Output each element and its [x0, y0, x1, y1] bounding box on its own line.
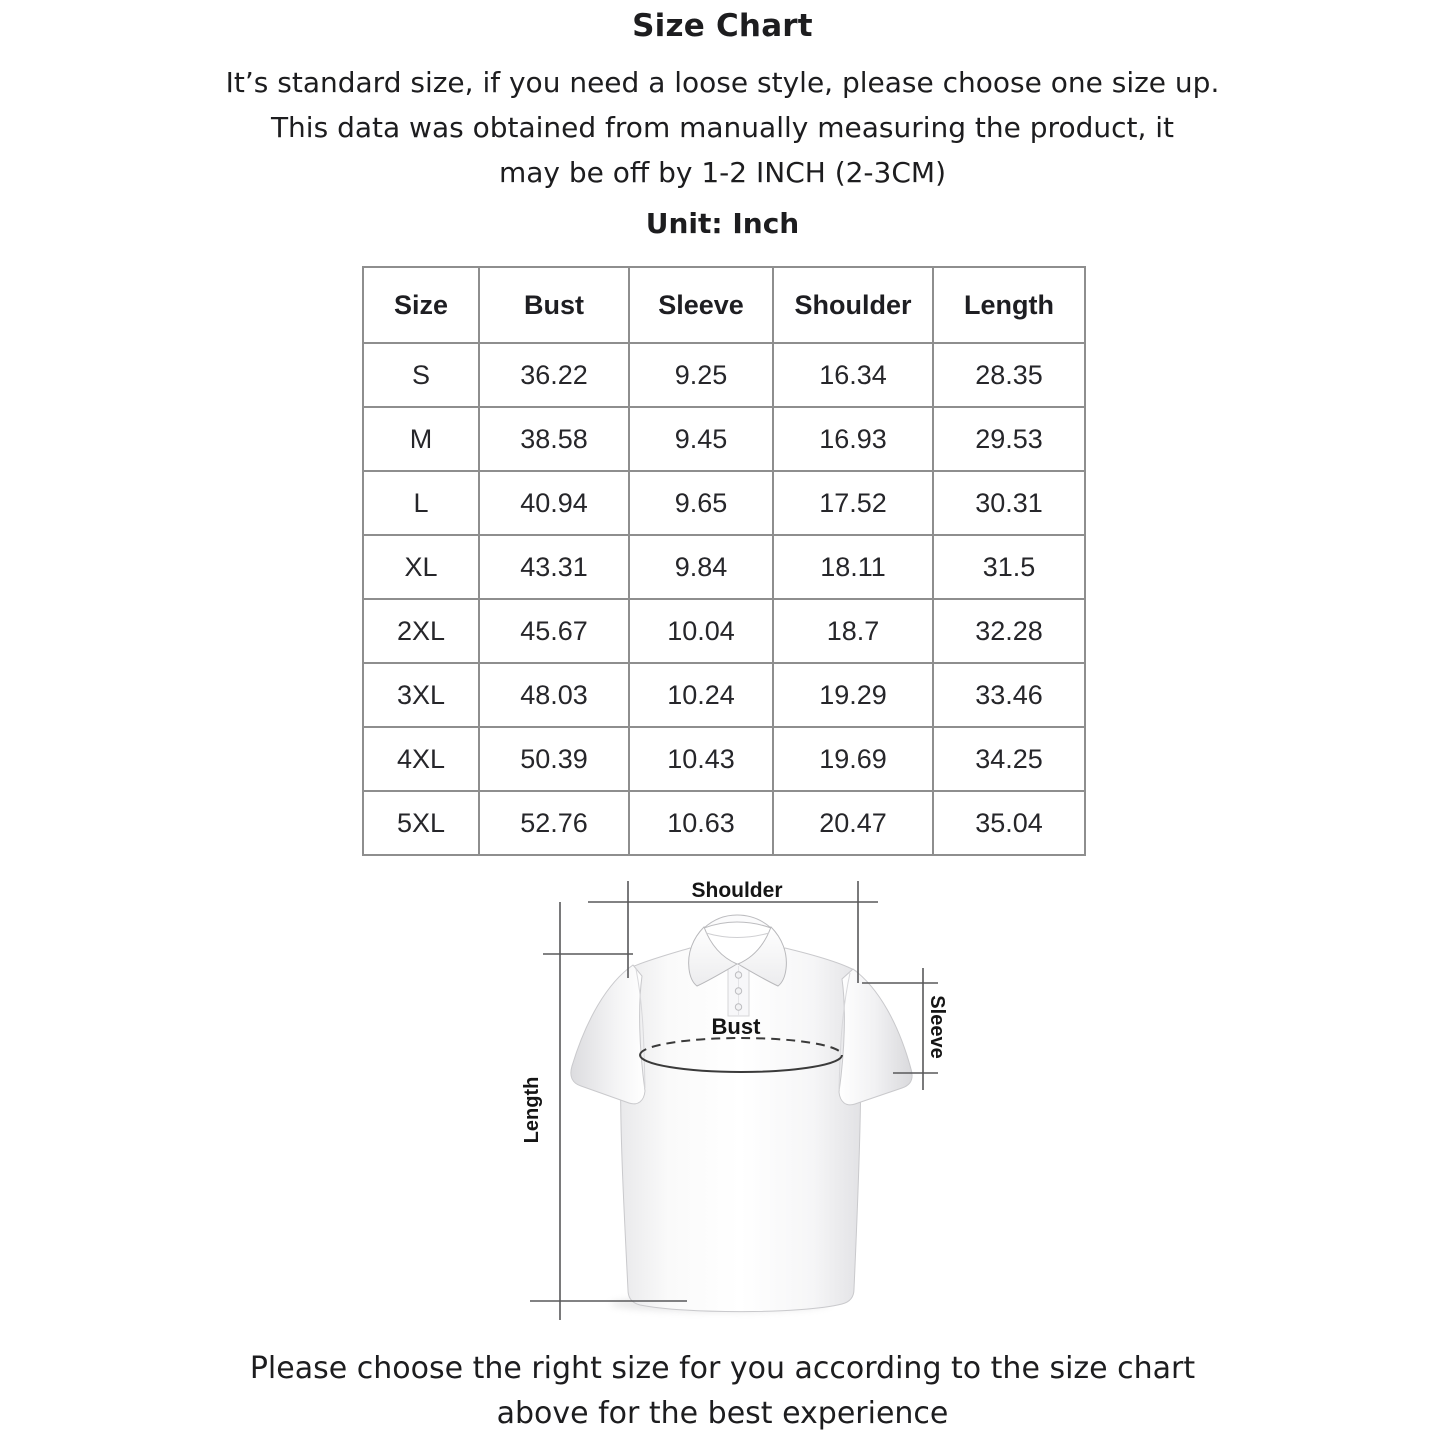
footer-note	[0, 1346, 1445, 1436]
table-row	[363, 599, 1085, 663]
table-cell: 17.52	[773, 471, 933, 535]
length-label: Length	[521, 1076, 543, 1144]
table-cell: 9.65	[629, 471, 773, 535]
table-column-header: Length	[933, 267, 1085, 343]
table-cell: 5XL	[363, 791, 479, 855]
page-title: Size Chart	[632, 8, 813, 44]
table-cell: M	[363, 407, 479, 471]
table-cell: 52.76	[479, 791, 629, 855]
table-row	[363, 727, 1085, 791]
table-cell: 31.5	[933, 535, 1085, 599]
table-row	[363, 471, 1085, 535]
table-cell: 2XL	[363, 599, 479, 663]
table-cell: 45.67	[479, 599, 629, 663]
table-cell: 32.28	[933, 599, 1085, 663]
intro-line-2: This data was obtained from manually measuring the product, it	[270, 111, 1175, 144]
table-column-header: Shoulder	[773, 267, 933, 343]
table-cell: 9.84	[629, 535, 773, 599]
table-cell: 18.7	[773, 599, 933, 663]
table-cell: 10.63	[629, 791, 773, 855]
table-cell: 3XL	[363, 663, 479, 727]
table-cell: 9.45	[629, 407, 773, 471]
size-table	[362, 266, 1086, 856]
table-cell: 29.53	[933, 407, 1085, 471]
table-cell: 33.46	[933, 663, 1085, 727]
footer-line-2: above for the best experience	[496, 1396, 949, 1431]
table-cell: 48.03	[479, 663, 629, 727]
sleeve-label: Sleeve	[926, 995, 948, 1059]
table-cell: 36.22	[479, 343, 629, 407]
intro-line-1: It’s standard size, if you need a loose style, please choose one size up.	[225, 66, 1220, 99]
table-cell: 19.69	[773, 727, 933, 791]
table-cell: 30.31	[933, 471, 1085, 535]
table-cell: L	[363, 471, 479, 535]
table-cell: 10.04	[629, 599, 773, 663]
table-cell: 28.35	[933, 343, 1085, 407]
table-cell: S	[363, 343, 479, 407]
table-column-header: Sleeve	[629, 267, 773, 343]
table-cell: 43.31	[479, 535, 629, 599]
table-row	[363, 407, 1085, 471]
table-cell: 50.39	[479, 727, 629, 791]
footer-line-1: Please choose the right size for you according to the size chart	[249, 1351, 1196, 1386]
table-cell: 9.25	[629, 343, 773, 407]
polo-shirt-image	[571, 915, 912, 1312]
table-cell: 35.04	[933, 791, 1085, 855]
table-header-row	[363, 267, 1085, 343]
polo-shirt-diagram	[520, 870, 960, 1330]
table-row	[363, 535, 1085, 599]
table-row	[363, 663, 1085, 727]
table-cell: XL	[363, 535, 479, 599]
measurement-diagram	[520, 870, 960, 1330]
table-column-header: Size	[363, 267, 479, 343]
table-cell: 34.25	[933, 727, 1085, 791]
table-cell: 16.93	[773, 407, 933, 471]
unit-label: Unit: Inch	[645, 207, 800, 240]
table-cell: 10.43	[629, 727, 773, 791]
table-row	[363, 791, 1085, 855]
table-cell: 40.94	[479, 471, 629, 535]
table-row	[363, 343, 1085, 407]
intro-line-3: may be off by 1-2 INCH (2-3CM)	[498, 156, 946, 189]
intro-text	[0, 60, 1445, 195]
table-column-header: Bust	[479, 267, 629, 343]
table-cell: 16.34	[773, 343, 933, 407]
table-cell: 19.29	[773, 663, 933, 727]
shoulder-label: Shoulder	[691, 879, 783, 902]
table-cell: 18.11	[773, 535, 933, 599]
table-cell: 4XL	[363, 727, 479, 791]
table-cell: 38.58	[479, 407, 629, 471]
bust-label: Bust	[711, 1014, 761, 1039]
table-cell: 20.47	[773, 791, 933, 855]
table-cell: 10.24	[629, 663, 773, 727]
